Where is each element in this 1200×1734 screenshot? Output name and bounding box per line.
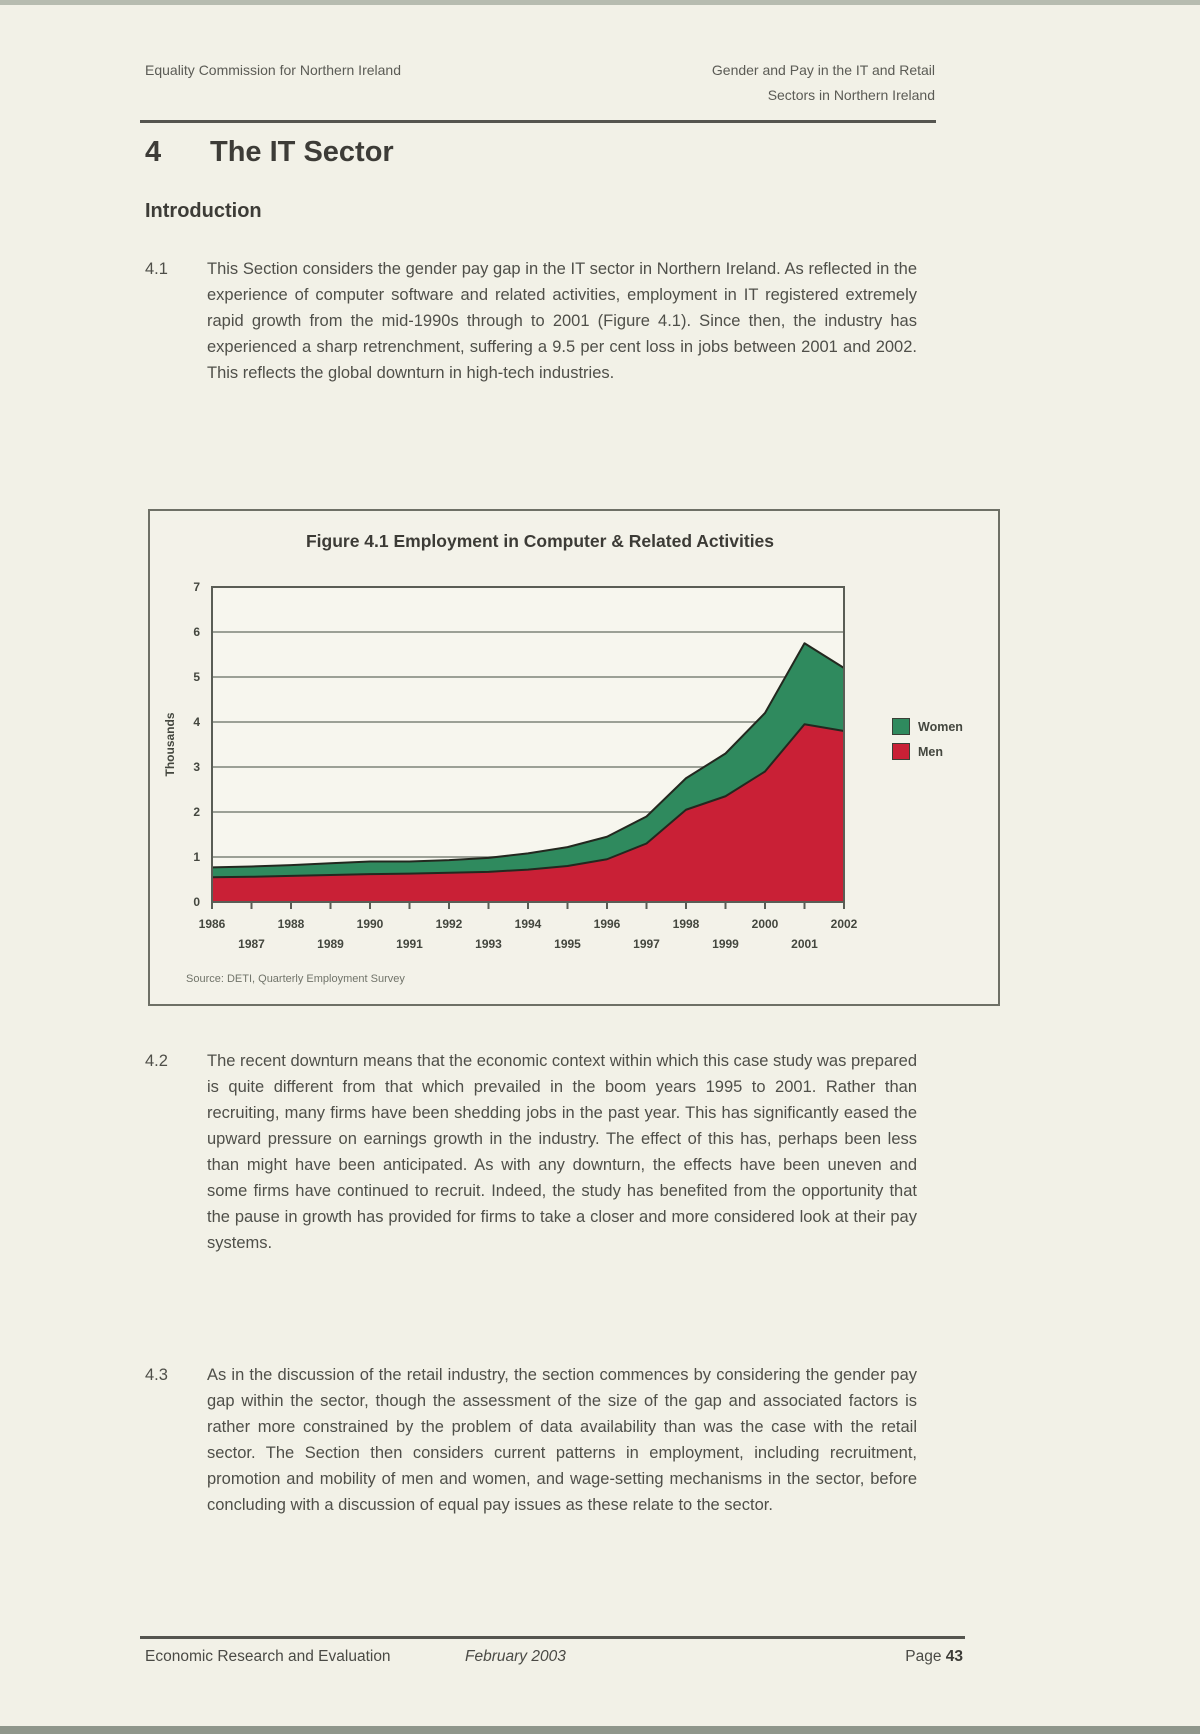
figure-source: Source: DETI, Quarterly Employment Survey	[186, 973, 405, 985]
svg-text:2: 2	[193, 805, 200, 819]
svg-text:2002: 2002	[830, 917, 858, 931]
svg-text:1991: 1991	[396, 937, 423, 951]
svg-text:1990: 1990	[356, 917, 384, 931]
legend-item-women	[892, 718, 963, 735]
paragraph-number: 4.1	[145, 260, 168, 278]
employment-chart-svg	[150, 511, 998, 1004]
header-right-line2: Sectors in Northern Ireland	[767, 87, 935, 103]
svg-text:3: 3	[193, 760, 200, 774]
svg-text:1: 1	[193, 850, 200, 864]
section-number: 4	[145, 136, 162, 168]
svg-text:1992: 1992	[435, 917, 463, 931]
header-rule	[140, 120, 936, 123]
svg-text:1998: 1998	[672, 917, 700, 931]
svg-text:1987: 1987	[238, 937, 265, 951]
svg-text:1996: 1996	[593, 917, 621, 931]
women-swatch-icon	[892, 718, 910, 735]
section-title-text: The IT Sector	[210, 136, 394, 168]
intro-heading: Introduction	[145, 200, 262, 222]
svg-text:5: 5	[193, 670, 200, 684]
svg-text:4: 4	[193, 715, 200, 729]
paragraph-text: The recent downturn means that the economic context within which this case study was prepared is quite different from that which prevailed in the boom years 1995 to 2001. Rather than recruiting, many firms have been shedding jobs in the past year. This has significantly eased the upward pressure on earnings growth in the industry. The effect of this has, perhaps been less than might have been anticipated. As with any downturn, the effects have been uneven and some firms have continued to recruit. Indeed, the study has benefited from the opportunity that the pause in growth has provided for firms to take a closer and more considered look at their pay systems.	[207, 1052, 917, 1252]
svg-text:1986: 1986	[198, 917, 226, 931]
footer-rule	[140, 1636, 965, 1639]
header-right-text	[712, 58, 935, 108]
section-title	[145, 136, 394, 169]
footer-page-label: Page	[905, 1648, 946, 1665]
svg-text:0: 0	[193, 895, 200, 909]
svg-text:1993: 1993	[475, 937, 502, 951]
paragraph-number: 4.3	[145, 1366, 168, 1384]
paragraph-text: This Section considers the gender pay gap in the IT sector in Northern Ireland. As reflected in the experience of computer software and related activities, employment in IT registered extremely rapid growth from the mid-1990s through to 2001 (Figure 4.1). Since then, the industry has experienced a sharp retrenchment, suffering a 9.5 per cent loss in jobs between 2001 and 2002. This reflects the global downturn in high-tech industries.	[207, 260, 917, 382]
paragraph-4-2	[145, 1048, 917, 1256]
svg-text:1997: 1997	[633, 937, 660, 951]
scan-bottom-edge	[0, 1726, 1200, 1734]
legend-item-men	[892, 743, 963, 760]
svg-text:1988: 1988	[277, 917, 305, 931]
svg-text:6: 6	[193, 625, 200, 639]
svg-text:1999: 1999	[712, 937, 739, 951]
footer-left-text: Economic Research and Evaluation	[145, 1648, 391, 1665]
footer-page	[905, 1648, 963, 1666]
svg-text:Thousands: Thousands	[163, 712, 177, 777]
svg-text:1994: 1994	[514, 917, 542, 931]
legend-label-women: Women	[918, 719, 963, 734]
svg-text:1995: 1995	[554, 937, 581, 951]
men-swatch-icon	[892, 743, 910, 760]
paragraph-4-3	[145, 1362, 917, 1518]
paragraph-number: 4.2	[145, 1052, 168, 1070]
footer-date: February 2003	[465, 1648, 566, 1665]
svg-text:1989: 1989	[317, 937, 344, 951]
legend-label-men: Men	[918, 744, 943, 759]
header-left-text: Equality Commission for Northern Ireland	[145, 62, 401, 78]
footer-page-number: 43	[945, 1648, 963, 1665]
scan-top-edge	[0, 0, 1200, 5]
figure-title: Figure 4.1 Employment in Computer & Related Activities	[305, 531, 775, 551]
svg-text:2000: 2000	[751, 917, 779, 931]
svg-text:2001: 2001	[791, 937, 818, 951]
paragraph-text: As in the discussion of the retail industry, the section commences by considering the gender pay gap within the sector, though the assessment of the size of the gap and associated factors is rather more constrained by the problem of data availability than was the case with the retail sector. The Section then considers current patterns in employment, including recruitment, promotion and mobility of men and women, and wage-setting mechanisms in the sector, before concluding with a discussion of equal pay issues as these relate to the sector.	[207, 1366, 917, 1514]
figure-4-1	[148, 509, 1000, 1006]
paragraph-4-1	[145, 256, 917, 386]
header-right-line1: Gender and Pay in the IT and Retail	[711, 62, 935, 78]
svg-text:7: 7	[193, 580, 200, 594]
chart-legend	[892, 718, 963, 768]
